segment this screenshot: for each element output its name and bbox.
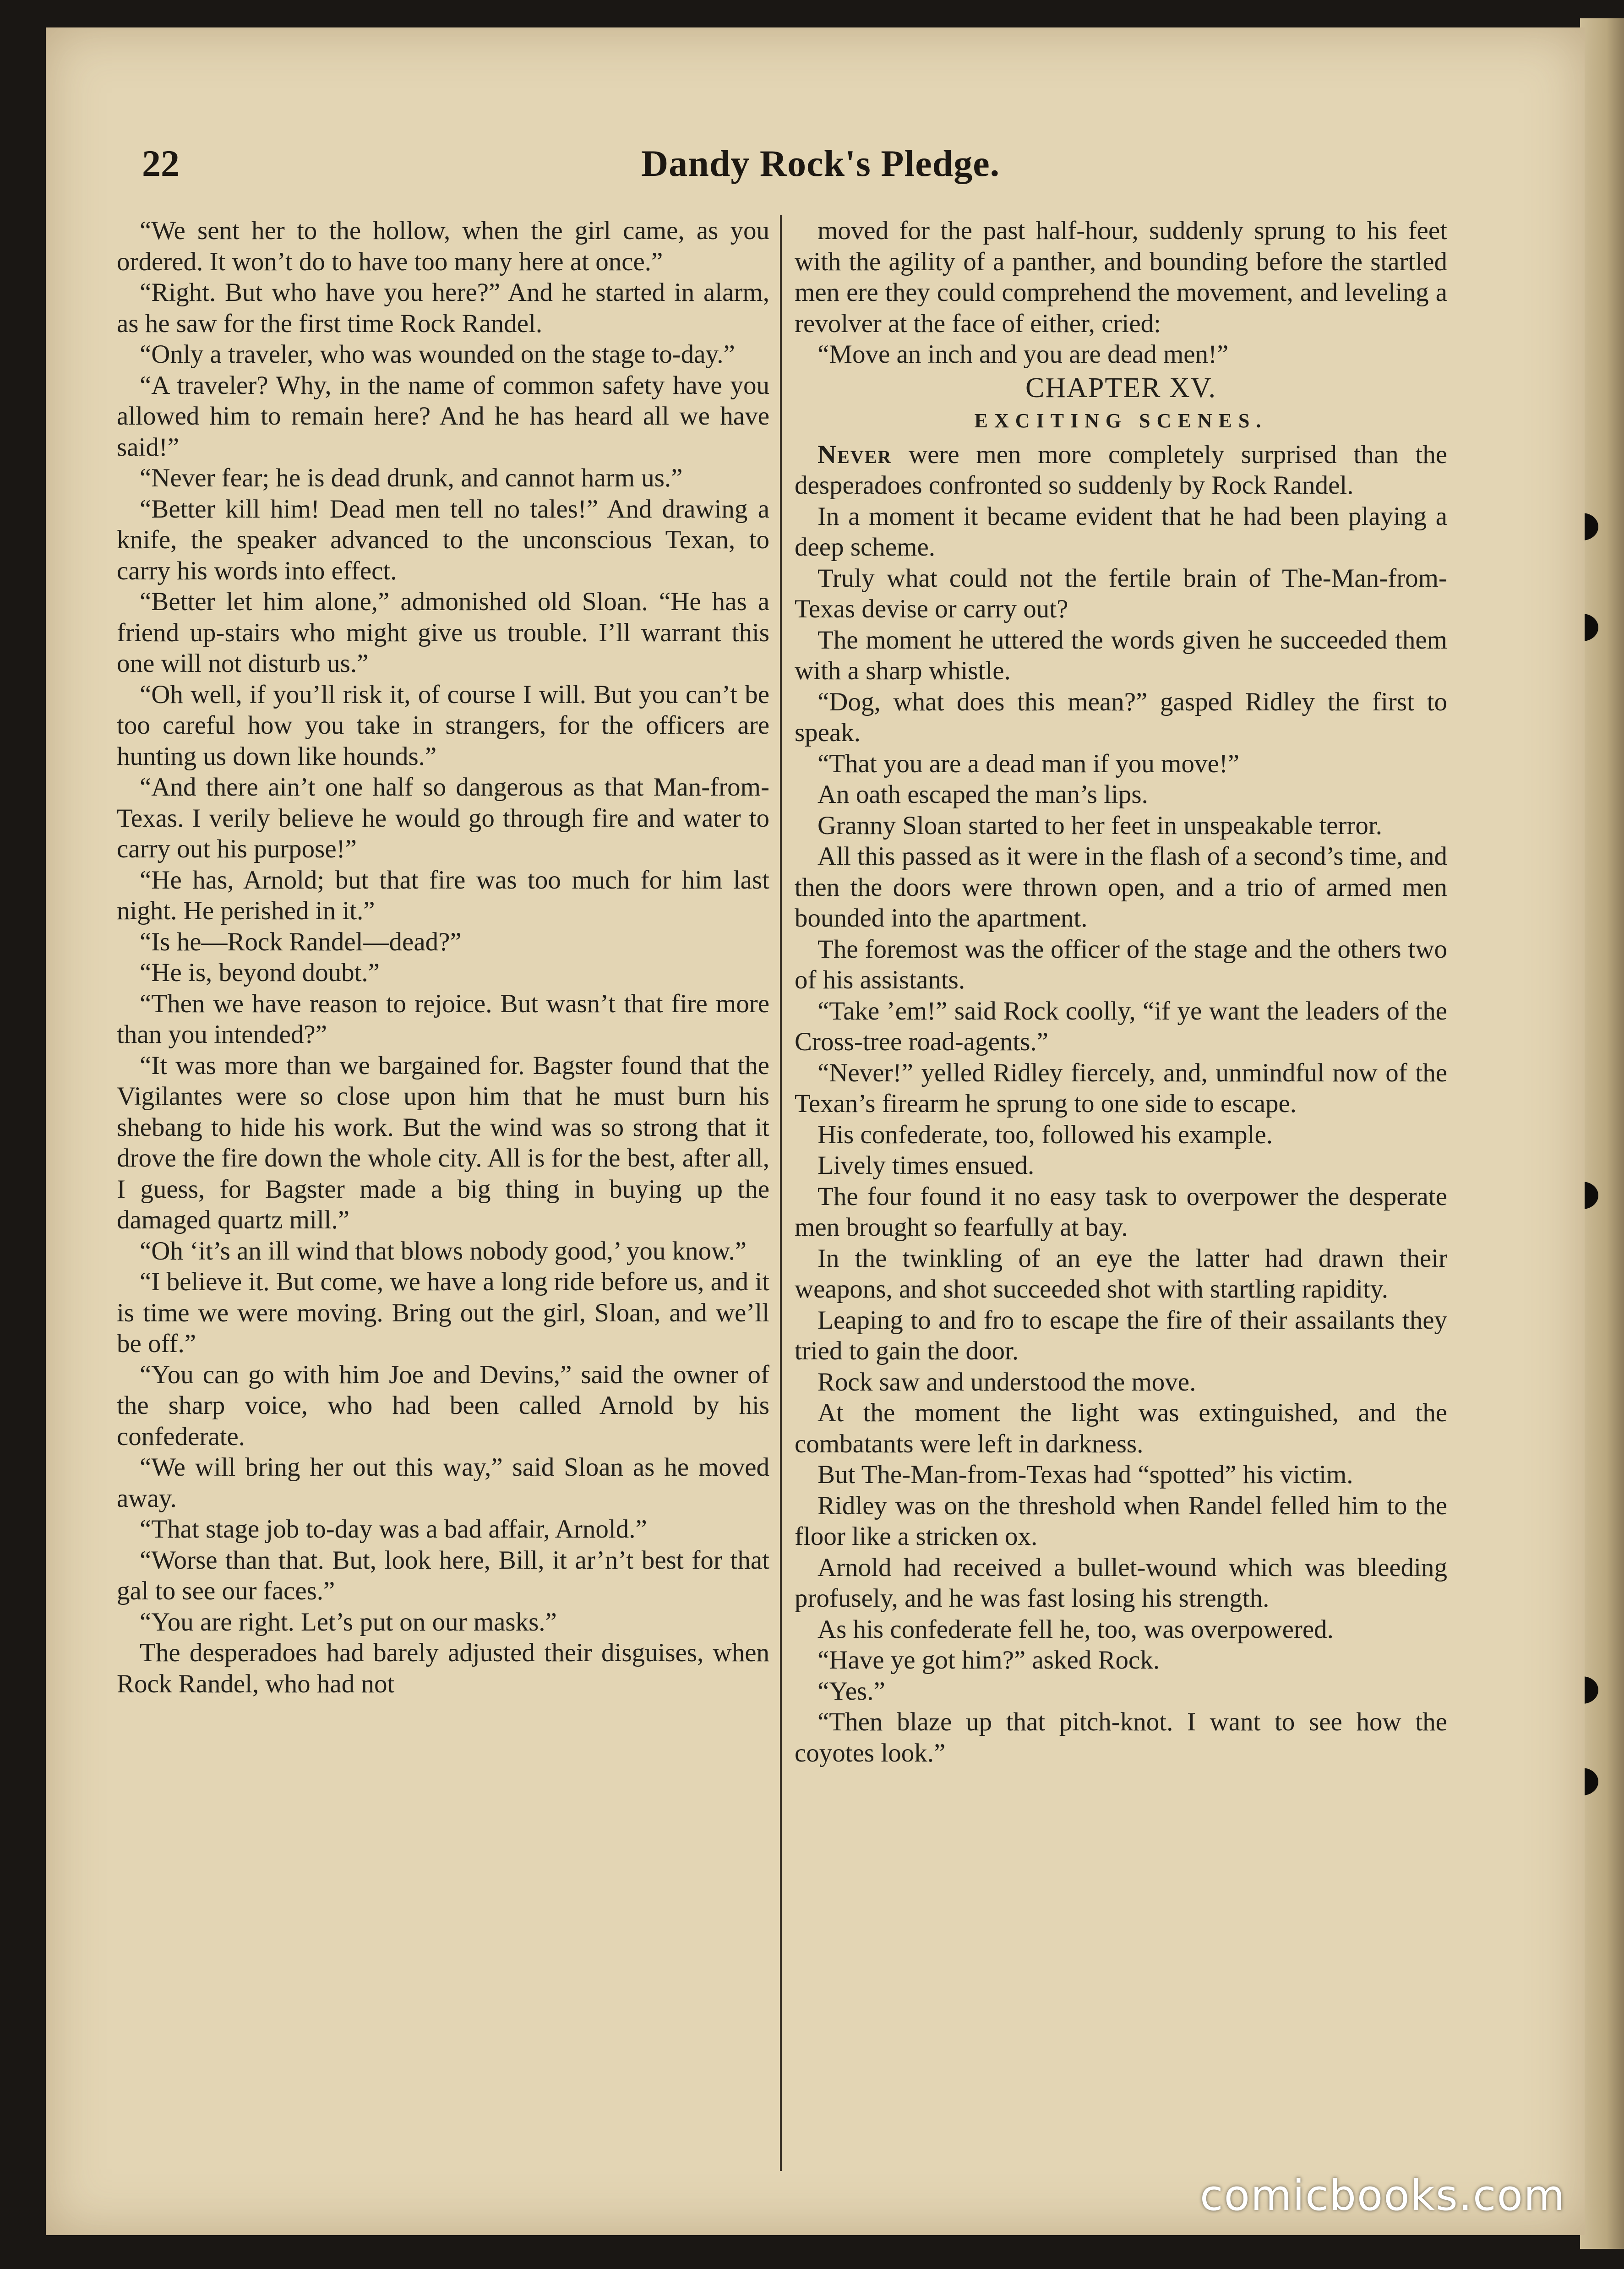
paragraph: In a moment it became evident that he had been playing a deep scheme. — [795, 502, 1447, 562]
paragraph: The desperadoes had barely adjusted their disguises, when Rock Randel, who had not — [117, 1638, 769, 1698]
paragraph: “He has, Arnold; but that fire was too much for him last night. He perished in it.” — [117, 865, 769, 925]
watermark: comicbooks.com — [1200, 2171, 1566, 2220]
paragraph: “Oh well, if you’ll risk it, of course I will. But you can’t be too careful how you take in strangers, for the officers are hunting us down like hounds.” — [117, 680, 769, 771]
paragraph: “Is he—Rock Randel—dead?” — [140, 927, 462, 956]
paragraph: Granny Sloan started to her feet in unspeakable terror. — [817, 811, 1382, 840]
paragraph: “You can go with him Joe and Devins,” said the owner of the sharp voice, who had been called Arnold by his confederate. — [117, 1360, 769, 1451]
paragraph: But The-Man-from-Texas had “spotted” his victim. — [817, 1460, 1353, 1489]
paragraph: The moment he uttered the words given he succeeded them with a sharp whistle. — [795, 625, 1447, 685]
page-spine — [1580, 18, 1624, 2249]
paragraph: “We will bring her out this way,” said Sloan as he moved away. — [117, 1453, 769, 1513]
left-column — [117, 215, 769, 1699]
paragraph: “Yes.” — [817, 1676, 885, 1706]
paragraph: Truly what could not the fertile brain of The-Man-from-Texas devise or carry out? — [795, 563, 1447, 623]
paragraph: “It was more than we bargained for. Bagster found that the Vigilantes were so close upon him that he must burn his shebang to hide his work. But the wind was so strong that it drove the fire down the whole city. All is for the best, after all, I guess, for Bagster made a big thing in buying up the damaged quartz mill.” — [117, 1051, 769, 1234]
paragraph: “Never fear; he is dead drunk, and cannot harm us.” — [140, 464, 683, 492]
paragraph: Lively times ensued. — [817, 1151, 1035, 1180]
chapter-subtitle: EXCITING SCENES. — [974, 409, 1268, 432]
paragraph: The four found it no easy task to overpower the desperate men brought so fearfully at bay. — [795, 1182, 1447, 1242]
page-number: 22 — [142, 142, 180, 184]
paragraph: “Have ye got him?” asked Rock. — [817, 1646, 1160, 1674]
paragraph: “Right. But who have you here?” And he started in alarm, as he saw for the first time Rock Randel. — [117, 278, 769, 338]
paragraph: Arnold had received a bullet-wound which was bleeding profusely, and he was fast losing his strength. — [795, 1553, 1447, 1613]
paragraph: “I believe it. But come, we have a long ride before us, and it is time we were moving. Bring out the girl, Sloan, and we’ll be off.” — [117, 1267, 769, 1358]
paragraph: moved for the past half-hour, suddenly sprung to his feet with the agility of a panther, and bounding before the startled men ere they could comprehend the movement, and leveling a revolver at the face of either, cried: — [795, 216, 1447, 338]
running-title: Dandy Rock's Pledge. — [641, 142, 1000, 184]
paragraph: “Better let him alone,” admonished old Sloan. “He has a friend up-stairs who might give us trouble. I’ll warrant this one will not disturb us.” — [117, 587, 769, 678]
paragraph: Rock saw and understood the move. — [817, 1367, 1196, 1396]
paragraph: At the moment the light was extinguished, and the combatants were left in darkness. — [795, 1398, 1447, 1458]
paragraph: An oath escaped the man’s lips. — [817, 780, 1148, 809]
paragraph: “You are right. Let’s put on our masks.” — [140, 1607, 557, 1636]
paragraph: “Move an inch and you are dead men!” — [817, 340, 1229, 369]
paragraph: All this passed as it were in the flash of a second’s time, and then the doors were thrown open, and a trio of armed men bounded into the apartment. — [795, 842, 1447, 933]
paragraph: “Then blaze up that pitch-knot. I want to see how the coyotes look.” — [795, 1707, 1447, 1767]
paragraph: “Worse than that. But, look here, Bill, it ar’n’t best for that gal to see our faces.” — [117, 1545, 769, 1605]
column-divider — [780, 215, 782, 2171]
paragraph: Leaping to and fro to escape the fire of their assailants they tried to gain the door. — [795, 1305, 1447, 1365]
paragraph: “That stage job to-day was a bad affair, Arnold.” — [140, 1515, 647, 1544]
right-column-intro — [795, 215, 1447, 370]
paragraph: “Only a traveler, who was wounded on the stage to-day.” — [140, 340, 735, 369]
right-column — [795, 215, 1447, 1768]
chapter-opening-paragraph — [795, 439, 1447, 501]
opening-text: were men more completely surprised than the desperadoes confronted so suddenly by Rock Randel. — [795, 440, 1447, 500]
page-header — [92, 137, 1456, 192]
chapter-title: CHAPTER XV. — [1025, 372, 1217, 404]
paragraph: “Better kill him! Dead men tell no tales!” And drawing a knife, the speaker advanced to the unconscious Texan, to carry his words into effect. — [117, 494, 769, 585]
paragraph: “Take ’em!” said Rock coolly, “if ye want the leaders of the Cross-tree road-agents.” — [795, 996, 1447, 1056]
paragraph: “He is, beyond doubt.” — [140, 958, 380, 987]
drop-word: Never — [817, 440, 892, 469]
paragraph: Ridley was on the threshold when Randel felled him to the floor like a stricken ox. — [795, 1491, 1447, 1551]
paragraph: “Oh ‘it’s an ill wind that blows nobody good,’ you know.” — [140, 1236, 747, 1265]
paragraph: “Then we have reason to rejoice. But wasn’t that fire more than you intended?” — [117, 989, 769, 1049]
paragraph: “We sent her to the hollow, when the girl came, as you ordered. It won’t do to have too many here at once.” — [117, 216, 769, 276]
paragraph: “Dog, what does this mean?” gasped Ridley the first to speak. — [795, 687, 1447, 747]
paragraph: The foremost was the officer of the stage and the others two of his assistants. — [795, 934, 1447, 994]
paragraph: His confederate, too, followed his example. — [817, 1120, 1273, 1149]
paragraph: “And there ain’t one half so dangerous as that Man-from-Texas. I verily believe he would go through fire and water to carry out his purpose!” — [117, 773, 769, 863]
right-column-body — [795, 501, 1447, 1769]
paragraph: “A traveler? Why, in the name of common safety have you allowed him to remain here? And he has heard all we have said!” — [117, 371, 769, 462]
paragraph: As his confederate fell he, too, was overpowered. — [817, 1614, 1334, 1644]
paragraph: “Never!” yelled Ridley fiercely, and, unmindful now of the Texan’s firearm he sprung to one side to escape. — [795, 1058, 1447, 1118]
paragraph: “That you are a dead man if you move!” — [817, 749, 1240, 778]
paragraph: In the twinkling of an eye the latter had drawn their weapons, and shot succeeded shot with startling rapidity. — [795, 1244, 1447, 1304]
